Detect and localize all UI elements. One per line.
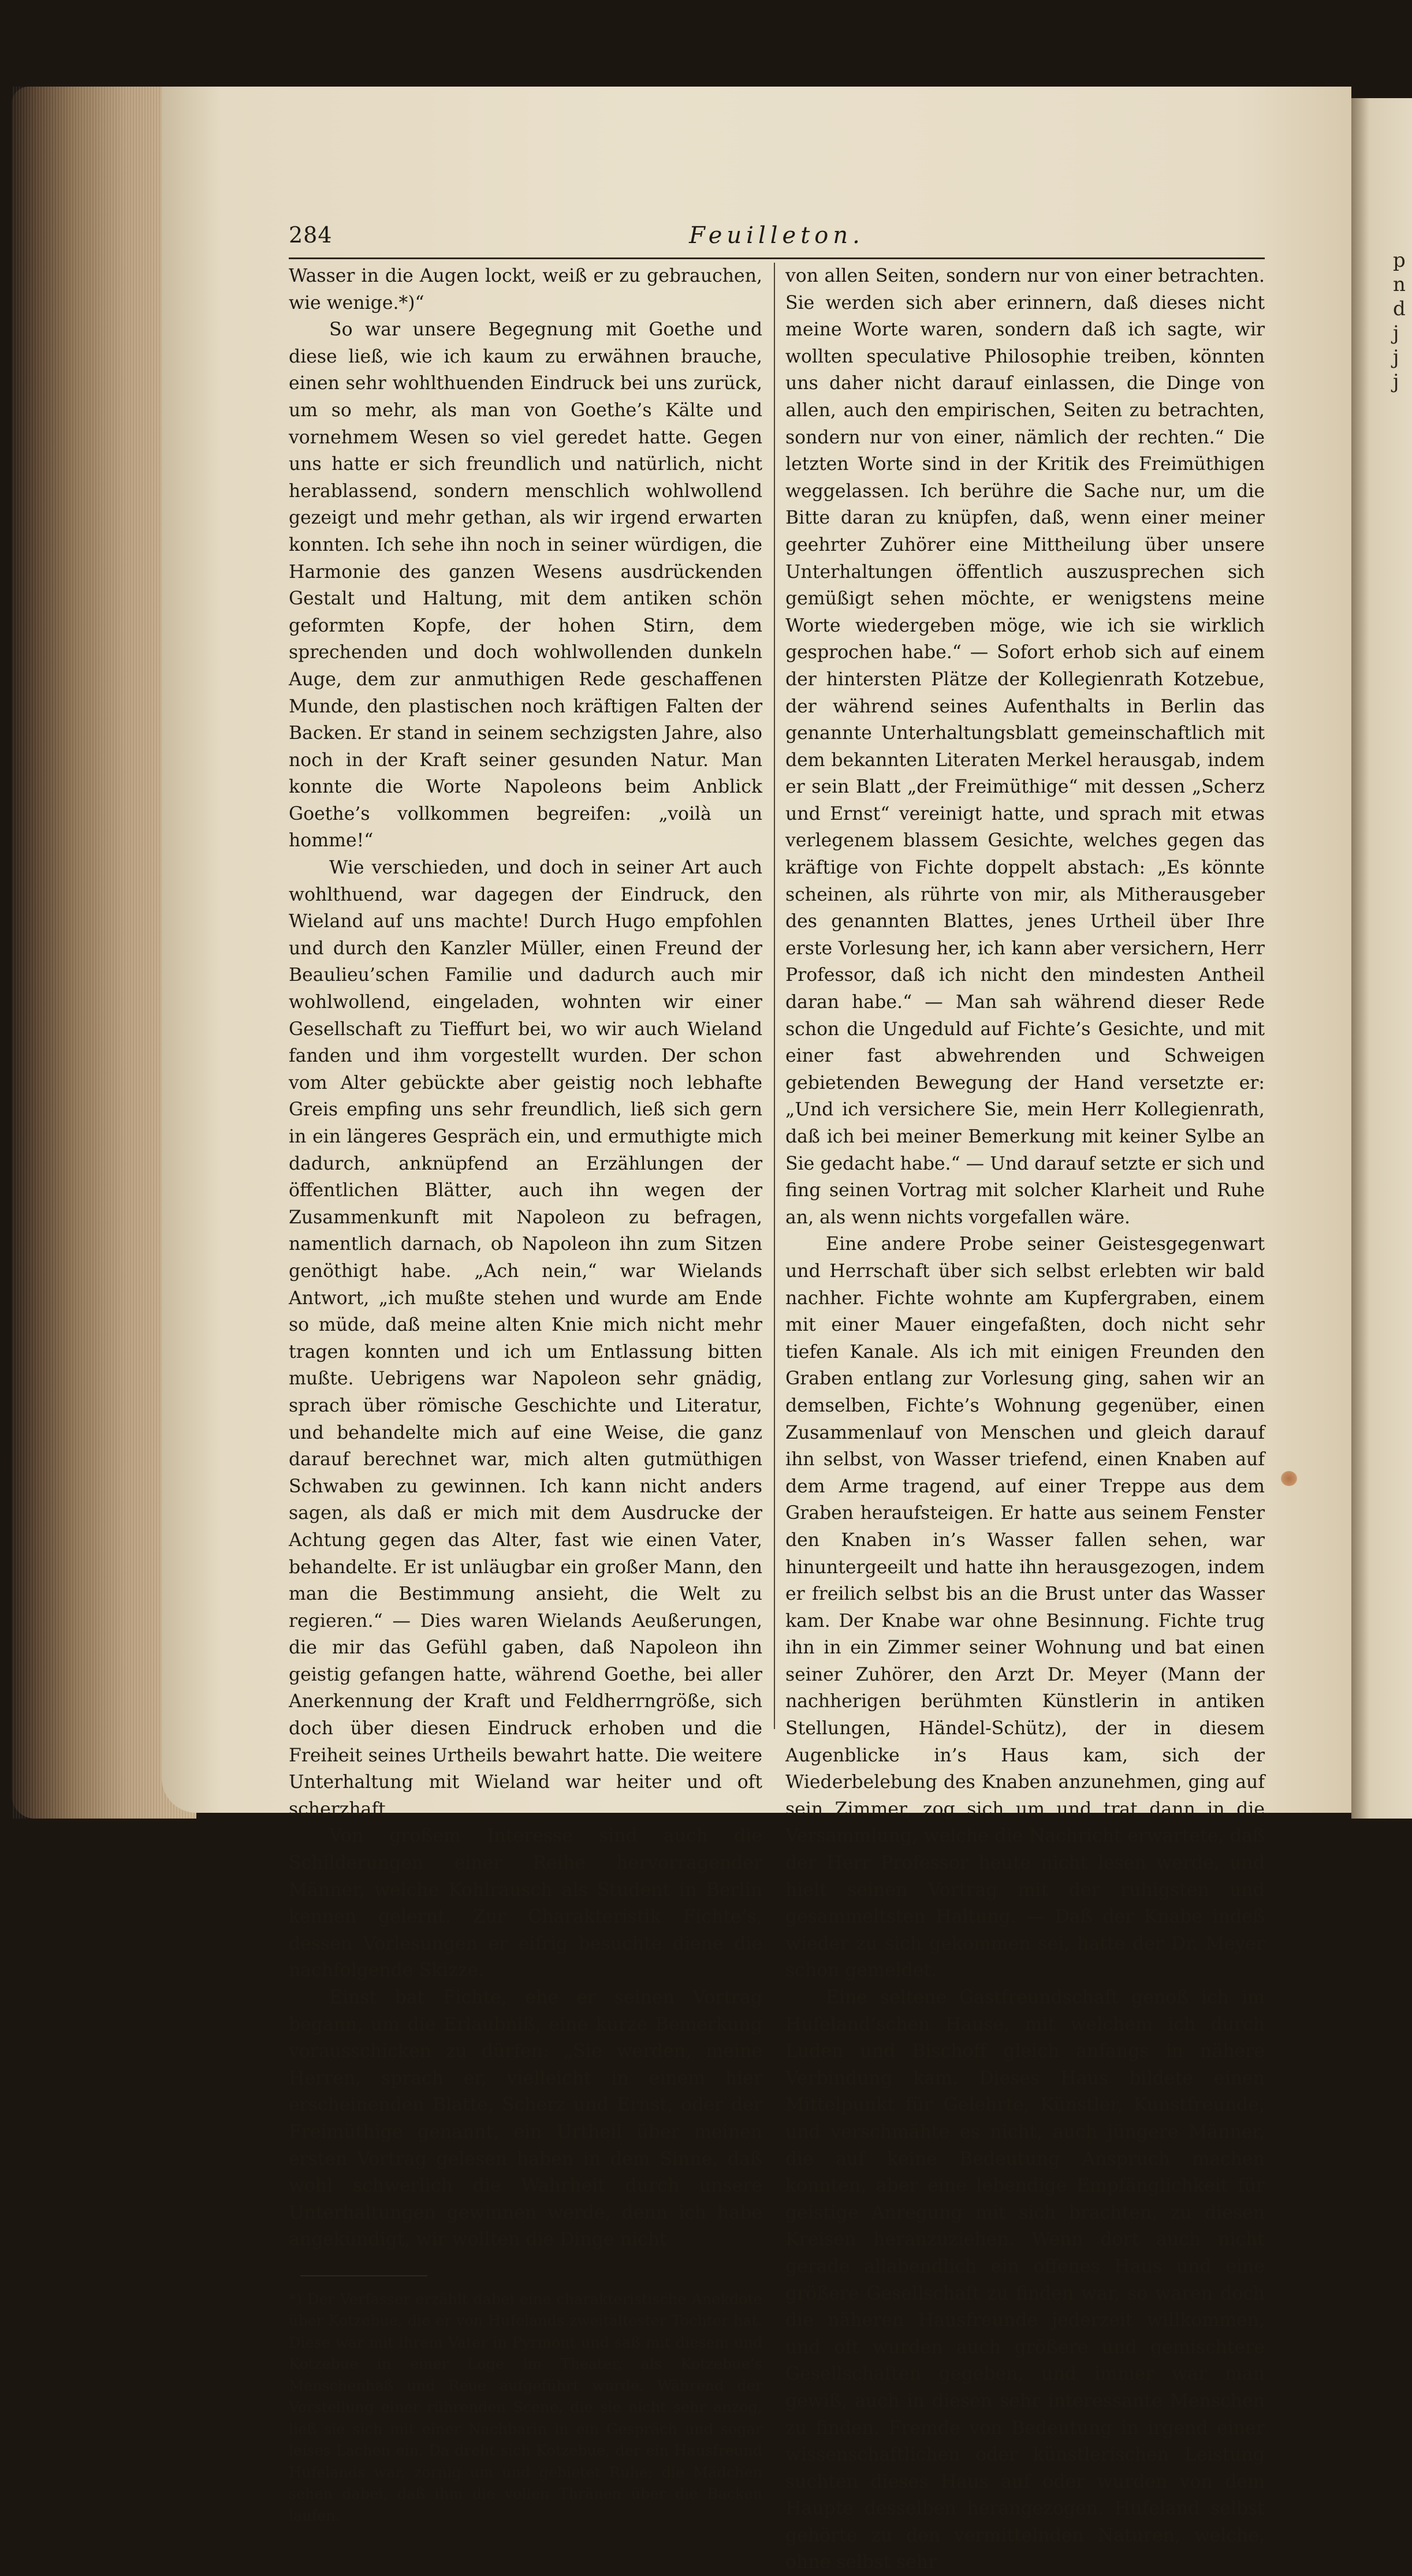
paragraph: Einst bat Fichte, ehe er seinen Vortrag begann, um die Erlaubniß, eine kurze Bemerkung vorausschicken zu dürfen: „Sie werden, meine Herren, sprach er, vielleicht in einem hier erscheinenden Blatte, Scherz und Ernst, oder der Freimüthige genannt, ein Urtheil über meinen ersten Vortrag gelesen haben in dem Sinne, daß wohl schwerlich die Wahrheit durch unsere Unterhaltungen gewinnen werde, denn ich habe angekündigt, wir wollten die Dinge nicht	[289, 1987, 762, 2250]
paragraph: Von großem Interesse sind auch die Schilderungen einer Reihe hervorragender Männer, welche Kohlrausch als Student in Berlin kennen gelernt. Zur Charakteristik Fichte’s, dessen Vorlesungen er eifrig besuchte diene die nachfolgende Skizze.	[289, 1825, 762, 1981]
paper-stain	[1281, 1471, 1297, 1486]
paragraph: von allen Seiten, sondern nur von einer betrachten. Sie werden sich aber erinnern, daß dieses nicht meine Worte waren, sondern daß ich sagte, wir wollten speculative Philosophie treiben, könnten uns daher nicht darauf einlassen, die Dinge von allen, auch den empirischen, Seiten zu betrachten, sondern nur von einer, nämlich der rechten.“ Die letzten Worte sind in der Kritik des Freimüthigen weggelassen. Ich berühre die Sache nur, um die Bitte daran zu knüpfen, daß, wenn einer meiner geehrter Zuhörer eine Mittheilung über unsere Unterhaltungen öffentlich auszusprechen sich gemüßigt sehen möchte, er wenigstens meine Worte wiedergeben möge, wie ich sie wirklich gesprochen habe.“ — Sofort erhob sich auf einem der hintersten Plätze der Kollegienrath Kotzebue, der während seines Aufenthalts in Berlin das genannte Unterhaltungsblatt gemeinschaftlich mit dem bekannten Literaten Merkel herausgab, indem er sein Blatt „der Freimüthige“ mit dessen „Scherz und Ernst“ vereinigt hatte, und sprach mit etwas verlegenem blassem Gesichte, welches gegen das kräftige von Fichte doppelt abstach: „Es könnte scheinen, als rührte von mir, als Mitherausgeber des genannten Blattes, jenes Urtheil über Ihre erste Vorlesung her, ich kann aber versichern, Herr Professor, daß ich nicht den mindesten Antheil daran habe.“ — Man sah während dieser Rede schon die Ungeduld auf Fichte’s Gesichte, und mit einer fast abwehrenden und Schweigen gebietenden Bewegung der Hand versetzte er: „Und ich versichere Sie, mein Herr Kollegienrath, daß ich bei meiner Bemerkung mit keiner Sylbe an Sie gedacht habe.“ — Und darauf setzte er sich und fing seinen Vortrag mit solcher Klarheit und Ruhe an, als wenn nichts vorgefallen wäre.	[785, 266, 1265, 1228]
right-column	[785, 263, 1265, 2576]
paragraph: Wie verschieden, und doch in seiner Art auch wohlthuend, war dagegen der Eindruck, den Wieland auf uns machte! Durch Hugo empfohlen und durch den Kanzler Müller, einen Freund der Beaulieu’schen Familie und dadurch auch mir wohlwollend, eingeladen, wohnten wir einer Gesellschaft zu Tieffurt bei, wo wir auch Wieland fanden und ihm vorgestellt wurden. Der schon vom Alter gebückte aber geistig noch lebhafte Greis empfing uns sehr freundlich, ließ sich gern in ein längeres Gespräch ein, und ermuthigte mich dadurch, anknüpfend an Erzählungen der öffentlichen Blätter, auch ihn wegen der Zusammenkunft mit Napoleon zu befragen, namentlich darnach, ob Napoleon ihn zum Sitzen genöthigt habe. „Ach nein,“ war Wielands Antwort, „ich mußte stehen und wurde am Ende so müde, daß meine alten Knie mich nicht mehr tragen konnten und ich um Entlassung bitten mußte. Uebrigens war Napoleon sehr gnädig, sprach über römische Geschichte und Literatur, und behandelte mich auf eine Weise, die ganz darauf berechnet war, mich alten gutmüthigen Schwaben zu gewinnen. Ich kann nicht anders sagen, als daß er mich mit dem Ausdrucke der Achtung gegen das Alter, fast wie einen Vater, behandelte. Er ist unläugbar ein großer Mann, den man die Bestimmung ansieht, die Welt zu regieren.“ — Dies waren Wielands Aeußerungen, die mir das Gefühl gaben, daß Napoleon ihn geistig gefangen hatte, während Goethe, bei aller Anerkennung der Kraft und Feldherrngröße, sich doch über diesen Eindruck erhoben und die Freiheit seines Urtheils bewahrt hatte. Die weitere Unterhaltung mit Wieland war heiter und oft scherzhaft.	[289, 857, 762, 1820]
section-title: Feuilleton.	[689, 222, 865, 249]
paragraph: Eine seltene Gastfreundschaft genoß ich im Hufeland’schen Hause, mit welchem ich durch Luden und Bischoff gleich anfangs in nähere Verbindung kam. Dieses Haus bildete einen Mittelpunkt für Gelehrte, Künstler, Kunstfreunde, und verschmähte es nicht, auch jüngere Männer, die auf keine Bedeutung Anspruch machen konnten, aber eine lebendige Empfänglichkeit für geistige Anregung mit sich brachten, zu diesen Kreisen heranzuziehen. Wenn dort auch nicht gerade allabendlich ein offenes Haus und eine größere Gesellschaft zu finden war, so waren doch die näheren Hausfreunde jederzeit willkommen, und oft wurden auch größere und gemischtere Gesellschaften gegeben, und immer war man gewiß, auch in diesen sehr interessante Menschen zu finden. Fremde von Bedeutung in irgend einer wissenschaftlichen oder künstlerischen Leistung suchten dieses Haus auf oder wurden von dem Haupte desselben herangezogen. Hufeland selbst gehörte zu den vermittelnden Naturen, welche, ohne selbst sehr	[785, 1987, 1265, 2573]
running-header	[289, 222, 1265, 257]
page-number: 284	[289, 222, 333, 248]
paragraph: So war unsere Begegnung mit Goethe und diese ließ, wie ich kaum zu erwähnen brauche, einen sehr wohlthuenden Eindruck bei uns zurück, um so mehr, als man von Goethe’s Kälte und vornehmem Wesen so viel geredet hatte. Gegen uns hatte er sich freundlich und natürlich, nicht herablassend, sondern menschlich wohlwollend gezeigt und mehr gethan, als wir irgend erwarten konnten. Ich sehe ihn noch in seiner würdigen, die Harmonie des ganzen Wesens ausdrückenden Gestalt und Haltung, mit dem antiken schön geformten Kopfe, der hohen Stirn, dem sprechenden und doch wohlwollenden dunkeln Auge, dem zur anmuthigen Rede geschaffenen Munde, den plastischen noch kräftigen Falten der Backen. Er stand in seinem sechzigsten Jahre, also noch in der Kraft seiner gesunden Natur. Man konnte die Worte Napoleons beim Anblick Goethe’s vollkommen begreifen: „voilà un homme!“	[289, 319, 762, 852]
left-column	[289, 263, 762, 2527]
facing-page-fragment: p n d j j j	[1393, 249, 1406, 393]
header-rule	[289, 257, 1265, 259]
footnote-rule	[300, 2275, 427, 2276]
footnote: *) Der Verfasser erzählt dabei eine charakteristische Anekdote über Kotzebue, die er von Hufelands zweitältester Tochter hat. Diese war mit ihrem Vater in Pyrmont und saß mit diesem und Kotzebue in einer Loge im Theater, als Kotzebue’s Menschenhaß und Reue aufgeführt wurde. Während der Vorstellung einer rührenden Scene, die sie nicht sehr anzog, ließ sie sich mit einer Nachbarin in ein Gespräch und sogar leises Lachen ein. Da dreht sich Kotzebue, der ein Hausfreund Hufelands war, zornig um und gebietet Ruhe; die Mädchen sehen dabei, daß ihm die vollen Thränen über die Backen laufen.	[289, 2290, 762, 2525]
paragraph: Eine andere Probe seiner Geistesgegenwart und Herrschaft über sich selbst erlebten wir bald nachher. Fichte wohnte am Kupfergraben, einem mit einer Mauer eingefaßten, doch nicht sehr tiefen Kanale. Als ich mit einigen Freunden den Graben entlang zur Vorlesung ging, sahen wir an demselben, Fichte’s Wohnung gegenüber, einen Zusammenlauf von Menschen und gleich darauf ihn selbst, von Wasser triefend, einen Knaben auf dem Arme tragend, auf einer Treppe aus dem Graben heraufsteigen. Er hatte aus seinem Fenster den Knaben in’s Wasser fallen sehen, war hinuntergeeilt und hatte ihn herausgezogen, indem er freilich selbst bis an die Brust unter das Wasser kam. Der Knabe war ohne Besinnung. Fichte trug ihn in ein Zimmer seiner Wohnung und bat einen seiner Zuhörer, den Arzt Dr. Meyer (Mann der nachherigen berühmten Künstlerin in antiken Stellungen, Händel-Schütz), der in diesem Augenblicke in’s Haus kam, sich der Wiederbelebung des Knaben anzunehmen, ging auf sein Zimmer, zog sich um und trat dann in die Versammlung, welche die Nachricht erwartete, daß der Herr Professor heute nicht lesen werde, und hielt seinen Vortrag mit der ruhigsten und gesammeltsten Haltung. — Daß der Knabe indeß wieder zu sich gekommen sei, hatte der Dr. Meyer schon gemeldet.	[785, 1234, 1265, 1981]
paragraph: Wasser in die Augen lockt, weiß er zu gebrauchen, wie wenige.*)“	[289, 266, 762, 313]
column-divider	[774, 263, 775, 1729]
